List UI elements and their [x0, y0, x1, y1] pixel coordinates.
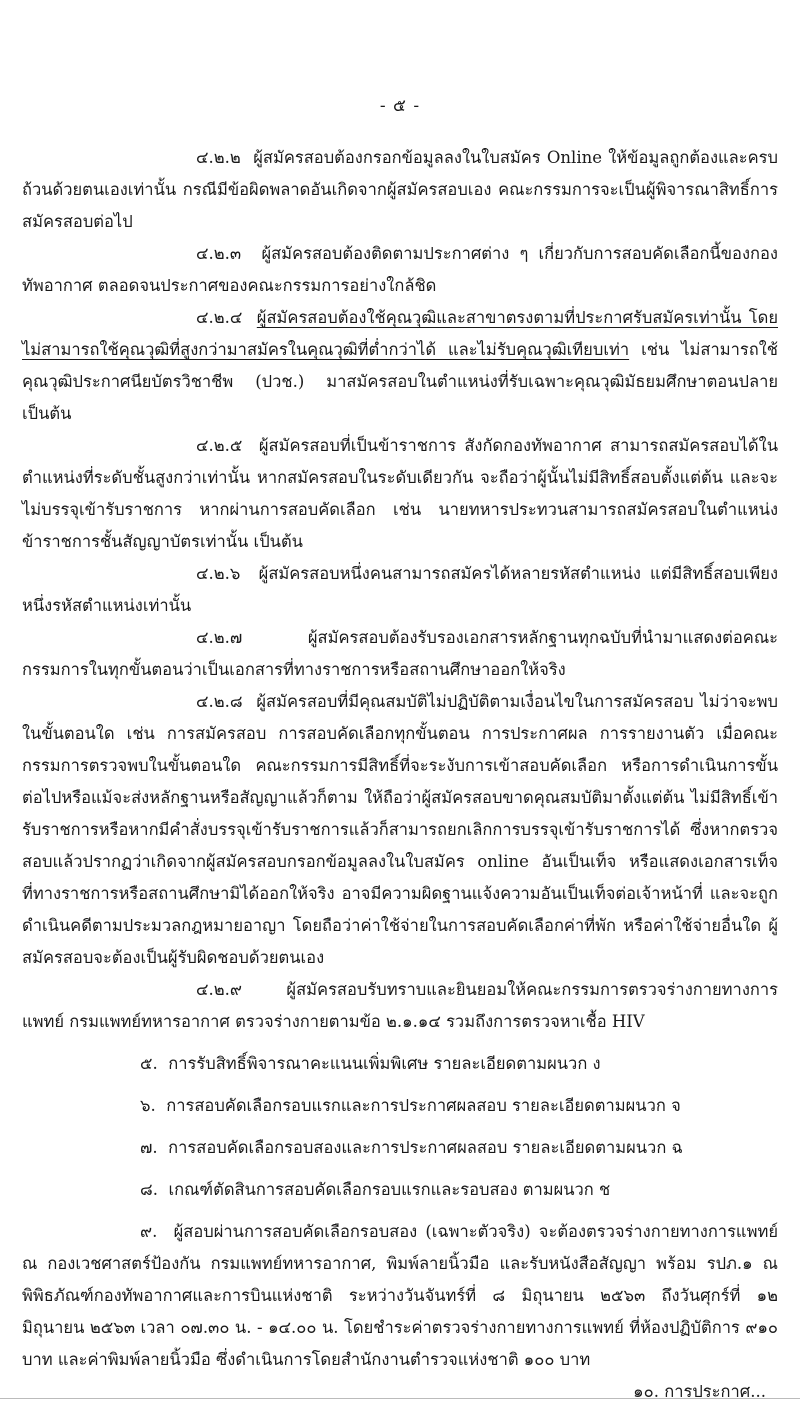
document-body [22, 142, 778, 1408]
page-bottom-edge [0, 1398, 800, 1399]
paragraph-text: ผู้สมัครสอบรับทราบและยินยอมให้คณะกรรมการตรวจร่างกายทางการแพทย์ กรมแพทย์ทหารอากาศ ตรวจร่างกายตามข้อ ๒.๑.๑๔ รวมถึงการตรวจหาเชื้อ HIV [22, 980, 778, 1031]
section-text: การรับสิทธิ์พิจารณาคะแนนเพิ่มพิเศษ รายละเอียดตามผนวก ง [168, 1054, 601, 1073]
paragraph-4-2-7 [22, 622, 778, 686]
paragraph-text: ผู้สมัครสอบที่มีคุณสมบัติไม่ปฏิบัติตามเงื่อนไขในการสมัครสอบ ไม่ว่าจะพบในขั้นตอนใด เช่น การสมัครสอบ การสอบคัดเลือกทุกขั้นตอน การประกาศผล การรายงานตัว เมื่อคณะกรรมการตรวจพบในขั้นตอนใด คณะกรรมการมีสิทธิ์ที่จะระงับการเข้าสอบคัดเลือก หรือการดำเนินการขั้นต่อไปหรือแม้จะส่งหลักฐานหรือสัญญาแล้วก็ตาม ให้ถือว่าผู้สมัครสอบขาดคุณสมบัติมาตั้งแต่ต้น ไม่มีสิทธิ์เข้ารับราชการหรือหากมีคำสั่งบรรจุเข้ารับราชการแล้วก็สามารถยกเลิกการบรรจุเข้ารับราชการได้ ซึ่งหากตรวจสอบแล้วปรากฏว่าเกิดจากผู้สมัครสอบกรอกข้อมูลลงในใบสมัคร online อันเป็นเท็จ หรือแสดงเอกสารเท็จที่ทางราชการหรือสถานศึกษามิได้ออกให้จริง อาจมีความผิดฐานแจ้งความอันเป็นเท็จต่อเจ้าหน้าที่ และจะถูกดำเนินคดีตามประมวลกฎหมายอาญา โดยถือว่าค่าใช้จ่ายในการสอบคัดเลือกค่าที่พัก หรือค่าใช้จ่ายอื่นใด ผู้สมัครสอบจะต้องเป็นผู้รับผิดชอบด้วยตนเอง [22, 692, 778, 967]
paragraph-4-2-9 [22, 974, 778, 1038]
paragraph-number: ๔.๒.๖ [196, 564, 241, 583]
paragraph-text: ผู้สมัครสอบต้องรับรองเอกสารหลักฐานทุกฉบับที่นำมาแสดงต่อคณะกรรมการในทุกขั้นตอนว่าเป็นเอกสารที่ทางราชการหรือสถานศึกษาออกให้จริง [22, 628, 778, 679]
paragraph-number: ๔.๒.๕ [196, 436, 243, 455]
paragraph-number: ๔.๒.๓ [196, 244, 242, 263]
section-item-7 [22, 1132, 778, 1164]
paragraph-number: ๔.๒.๙ [196, 980, 242, 999]
paragraph-number: ๔.๒.๒ [196, 148, 241, 167]
paragraph-number: ๔.๒.๔ [196, 308, 243, 327]
paragraph-number: ๔.๒.๘ [196, 692, 243, 711]
paragraph-4-2-8 [22, 686, 778, 974]
section-text: การสอบคัดเลือกรอบแรกและการประกาศผลสอบ รายละเอียดตามผนวก จ [166, 1096, 681, 1115]
section-number: ๕. [140, 1054, 158, 1073]
paragraph-4-2-5 [22, 430, 778, 558]
section-text: ผู้สอบผ่านการสอบคัดเลือกรอบสอง (เฉพาะตัวจริง) จะต้องตรวจร่างกายทางการแพทย์ ณ กองเวชศาสตร์ป้องกัน กรมแพทย์ทหารอากาศ, พิมพ์ลายนิ้วมือ และรับหนังสือสัญญา พร้อม รปภ.๑ ณ พิพิธภัณฑ์กองทัพอากาศและการบินแห่งชาติ ระหว่างวันจันทร์ที่ ๘ มิถุนายน ๒๕๖๓ ถึงวันศุกร์ที่ ๑๒ มิถุนายน ๒๕๖๓ เวลา ๐๗.๓๐ น. - ๑๔.๐๐ น. โดยชำระค่าตรวจร่างกายทางการแพทย์ ที่ห้องปฏิบัติการ ๙๑๐ บาท และค่าพิมพ์ลายนิ้วมือ ซึ่งดำเนินการโดยสำนักงานตำรวจแห่งชาติ ๑๐๐ บาท [22, 1222, 778, 1369]
section-text: การสอบคัดเลือกรอบสองและการประกาศผลสอบ รายละเอียดตามผนวก ฉ [168, 1138, 683, 1157]
paragraph-4-2-3 [22, 238, 778, 302]
paragraph-4-2-2 [22, 142, 778, 238]
section-number: ๗. [140, 1138, 158, 1157]
paragraph-4-2-4 [22, 302, 778, 430]
section-9 [22, 1216, 778, 1376]
section-number: ๙. [140, 1222, 158, 1241]
section-item-6 [22, 1090, 778, 1122]
paragraph-text: ผู้สมัครสอบหนึ่งคนสามารถสมัครได้หลายรหัสตำแหน่ง แต่มีสิทธิ์สอบเพียงหนึ่งรหัสตำแหน่งเท่านั้น [22, 564, 778, 615]
paragraph-text: เช่น ไม่สามารถใช้คุณวุฒิประกาศนียบัตรวิชาชีพ (ปวช.) มาสมัครสอบในตำแหน่งที่รับเฉพาะคุณวุฒิมัธยมศึกษาตอนปลาย เป็นต้น [22, 340, 778, 423]
paragraph-text: ผู้สมัครสอบต้องติดตามประกาศต่าง ๆ เกี่ยวกับการสอบคัดเลือกนี้ของกองทัพอากาศ ตลอดจนประกาศของคณะกรรมการอย่างใกล้ชิด [22, 244, 778, 295]
page-number: - ๕ - [379, 96, 421, 116]
section-item-8 [22, 1174, 778, 1206]
paragraph-underlined-text: ผู้สมัครสอบต้องใช้คุณวุฒิและสาขาตรงตามที่ประกาศรับสมัครเท่านั้น โดยไม่สามารถใช้คุณวุฒิที่สูงกว่ามาสมัครในคุณวุฒิที่ต่ำกว่าได้ และไม่รับคุณวุฒิเทียบเท่า [22, 308, 778, 359]
paragraph-4-2-6 [22, 558, 778, 622]
section-number: ๘. [140, 1180, 158, 1199]
section-item-5 [22, 1048, 778, 1080]
paragraph-text: ผู้สมัครสอบที่เป็นข้าราชการ สังกัดกองทัพอากาศ สามารถสมัครสอบได้ในตำแหน่งที่ระดับชั้นสูงกว่าเท่านั้น หากสมัครสอบในระดับเดียวกัน จะถือว่าผู้นั้นไม่มีสิทธิ์สอบตั้งแต่ต้น และจะไม่บรรจุเข้ารับราชการ หากผ่านการสอบคัดเลือก เช่น นายทหารประทวนสามารถสมัครสอบในตำแหน่งข้าราชการชั้นสัญญาบัตรเท่านั้น เป็นต้น [22, 436, 778, 551]
section-text: เกณฑ์ตัดสินการสอบคัดเลือกรอบแรกและรอบสอง ตามผนวก ช [168, 1180, 611, 1199]
continued-marker: ๑๐. การประกาศ... [633, 1382, 766, 1401]
paragraph-text: ผู้สมัครสอบต้องกรอกข้อมูลลงในใบสมัคร Online ให้ข้อมูลถูกต้องและครบถ้วนด้วยตนเองเท่านั้น กรณีมีข้อผิดพลาดอันเกิดจากผู้สมัครสอบเอง คณะกรรมการจะเป็นผู้พิจารณาสิทธิ์การสมัครสอบต่อไป [22, 148, 778, 231]
section-list [22, 1048, 778, 1206]
section-number: ๖. [140, 1096, 156, 1115]
paragraph-number: ๔.๒.๗ [196, 628, 243, 647]
